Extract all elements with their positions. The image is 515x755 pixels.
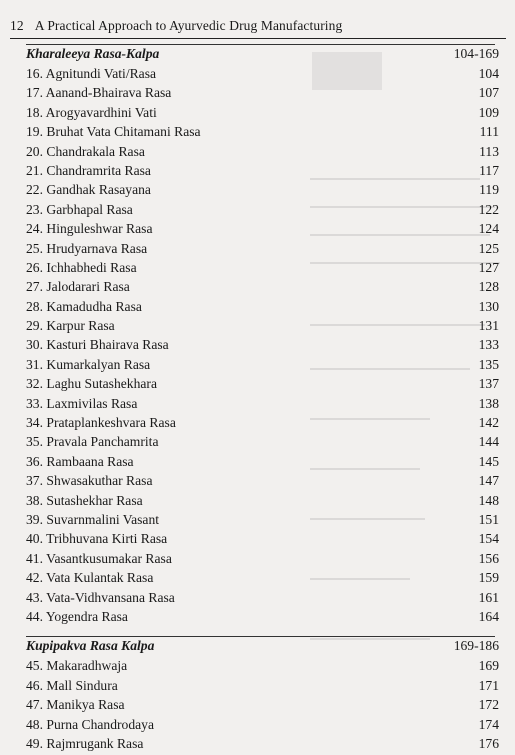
section-entries <box>26 66 499 628</box>
toc-entry-label: 23. Garbhapal Rasa <box>26 201 133 217</box>
toc-entry <box>26 163 499 182</box>
toc-entry-label: 27. Jalodarari Rasa <box>26 279 130 295</box>
toc-entry-page: 144 <box>478 434 499 450</box>
toc-entry-label: 30. Kasturi Bhairava Rasa <box>26 337 169 353</box>
toc-entry-page: 111 <box>479 124 499 140</box>
toc-entry-label: 16. Agnitundi Vati/Rasa <box>26 66 157 81</box>
toc-entry-label: 24. Hinguleshwar Rasa <box>26 221 153 237</box>
toc-entry <box>26 105 499 124</box>
toc-entry <box>26 531 499 550</box>
toc-entry <box>26 66 499 85</box>
toc-entry <box>26 658 499 677</box>
toc-entry-page: 131 <box>478 318 499 334</box>
toc-entry-label: 33. Laxmivilas Rasa <box>26 395 138 411</box>
toc-entry <box>26 260 499 279</box>
toc-entry-page: 176 <box>478 735 499 751</box>
toc-entry-label: 36. Rambaana Rasa <box>26 453 134 469</box>
toc-entry <box>26 182 499 201</box>
toc-entry-label: 45. Makaradhwaja <box>26 658 128 674</box>
toc-entry-page: 161 <box>478 589 499 605</box>
toc-entry-page: 142 <box>478 415 499 431</box>
toc-entry-label: 19. Bruhat Vata Chitamani Rasa <box>26 124 201 140</box>
toc-entry <box>26 570 499 589</box>
toc-entry-page: 156 <box>478 550 499 566</box>
section-pages: 104-169 <box>453 46 499 61</box>
toc-entry <box>26 376 499 395</box>
toc-entry <box>26 144 499 163</box>
toc-entry-page: 138 <box>478 395 499 411</box>
toc-entry-page: 171 <box>478 677 499 693</box>
toc-entry-label: 18. Arogyavardhini Vati <box>26 104 157 120</box>
toc-entry <box>26 124 499 143</box>
toc-entry-page: 107 <box>478 85 499 101</box>
toc-entry <box>26 493 499 512</box>
toc-entry-label: 40. Tribhuvana Kirti Rasa <box>26 531 168 547</box>
toc-entry-label: 34. Prataplankeshvara Rasa <box>26 415 176 431</box>
toc-entry-page: 135 <box>478 356 499 372</box>
toc-entry-label: 26. Ichhabhedi Rasa <box>26 259 137 275</box>
toc-entry-page: 148 <box>478 492 499 508</box>
toc-entry-page: 104 <box>478 66 499 81</box>
toc-entry-label: 44. Yogendra Rasa <box>26 608 128 624</box>
toc-entry-page: 154 <box>478 531 499 547</box>
toc-entry <box>26 609 499 628</box>
toc-entry-page: 119 <box>479 182 499 198</box>
toc-entry-page: 172 <box>478 697 499 713</box>
toc-entry-label: 41. Vasantkusumakar Rasa <box>26 550 172 566</box>
toc-entry-page: 130 <box>478 298 499 314</box>
toc-entry <box>26 415 499 434</box>
toc-entry-page: 147 <box>478 473 499 489</box>
toc-entry <box>26 241 499 260</box>
toc-entry <box>26 299 499 318</box>
toc-entry <box>26 512 499 531</box>
toc-entry <box>26 279 499 298</box>
toc-entry <box>26 318 499 337</box>
toc-entry-page: 124 <box>478 221 499 237</box>
section-pages: 169-186 <box>453 638 499 654</box>
toc-entry-page: 125 <box>478 240 499 256</box>
toc-entry-page: 117 <box>479 162 499 178</box>
toc-entry <box>26 85 499 104</box>
toc-entry-page: 145 <box>478 453 499 469</box>
toc-entry <box>26 434 499 453</box>
section-rule <box>26 636 495 637</box>
toc-entry-label: 20. Chandrakala Rasa <box>26 143 145 159</box>
toc-entry-label: 17. Aanand-Bhairava Rasa <box>26 85 172 101</box>
toc-entry-label: 21. Chandramrita Rasa <box>26 162 151 178</box>
section-heading <box>26 638 499 658</box>
toc-entry-label: 39. Suvarnmalini Vasant <box>26 511 160 527</box>
toc-entry-page: 151 <box>478 511 499 527</box>
section-rule <box>26 44 495 45</box>
header-rule <box>10 38 506 39</box>
section-title: Kupipakva Rasa Kalpa <box>26 638 155 654</box>
toc-entry <box>26 454 499 473</box>
toc-entry-page: 128 <box>478 279 499 295</box>
toc-entry-page: 174 <box>478 716 499 732</box>
toc-entry <box>26 221 499 240</box>
toc-entry-page: 159 <box>478 570 499 586</box>
table-of-contents <box>26 44 499 755</box>
toc-entry-page: 133 <box>478 337 499 353</box>
toc-entry-page: 164 <box>478 608 499 624</box>
toc-entry <box>26 396 499 415</box>
toc-entry <box>26 337 499 356</box>
toc-entry-label: 37. Shwasakuthar Rasa <box>26 473 153 489</box>
toc-entry-label: 43. Vata-Vidhvansana Rasa <box>26 589 175 605</box>
toc-entry-label: 47. Manikya Rasa <box>26 697 125 713</box>
page-number: 12 <box>10 18 24 33</box>
toc-entry-label: 46. Mall Sindura <box>26 677 118 693</box>
toc-entry-page: 127 <box>478 259 499 275</box>
toc-entry <box>26 590 499 609</box>
toc-entry-label: 22. Gandhak Rasayana <box>26 182 151 198</box>
toc-entry-page: 109 <box>478 104 499 120</box>
toc-entry-label: 29. Karpur Rasa <box>26 318 115 334</box>
toc-entry-page: 113 <box>479 143 499 159</box>
toc-entry-label: 31. Kumarkalyan Rasa <box>26 356 151 372</box>
toc-entry-page: 137 <box>478 376 499 392</box>
running-title: A Practical Approach to Ayurvedic Drug Manufacturing <box>34 18 343 33</box>
toc-entry-page: 169 <box>478 658 499 674</box>
toc-entry <box>26 717 499 736</box>
toc-entry-label: 48. Purna Chandrodaya <box>26 716 154 732</box>
toc-entry <box>26 551 499 570</box>
toc-entry <box>26 473 499 492</box>
toc-entry <box>26 736 499 755</box>
toc-entry-label: 32. Laghu Sutashekhara <box>26 376 157 392</box>
toc-entry <box>26 202 499 221</box>
toc-entry <box>26 357 499 376</box>
toc-entry <box>26 678 499 697</box>
toc-entry-label: 28. Kamadudha Rasa <box>26 298 142 314</box>
toc-entry-label: 42. Vata Kulantak Rasa <box>26 570 154 586</box>
toc-entry-label: 38. Sutashekhar Rasa <box>26 492 143 508</box>
toc-entry-page: 122 <box>478 201 499 217</box>
toc-entry-label: 25. Hrudyarnava Rasa <box>26 240 148 256</box>
toc-entry-label: 35. Pravala Panchamrita <box>26 434 159 450</box>
running-header <box>10 18 480 34</box>
section-title: Kharaleeya Rasa-Kalpa <box>26 46 160 61</box>
toc-entry-label: 49. Rajmrugank Rasa <box>26 735 144 751</box>
section-heading <box>26 46 499 66</box>
